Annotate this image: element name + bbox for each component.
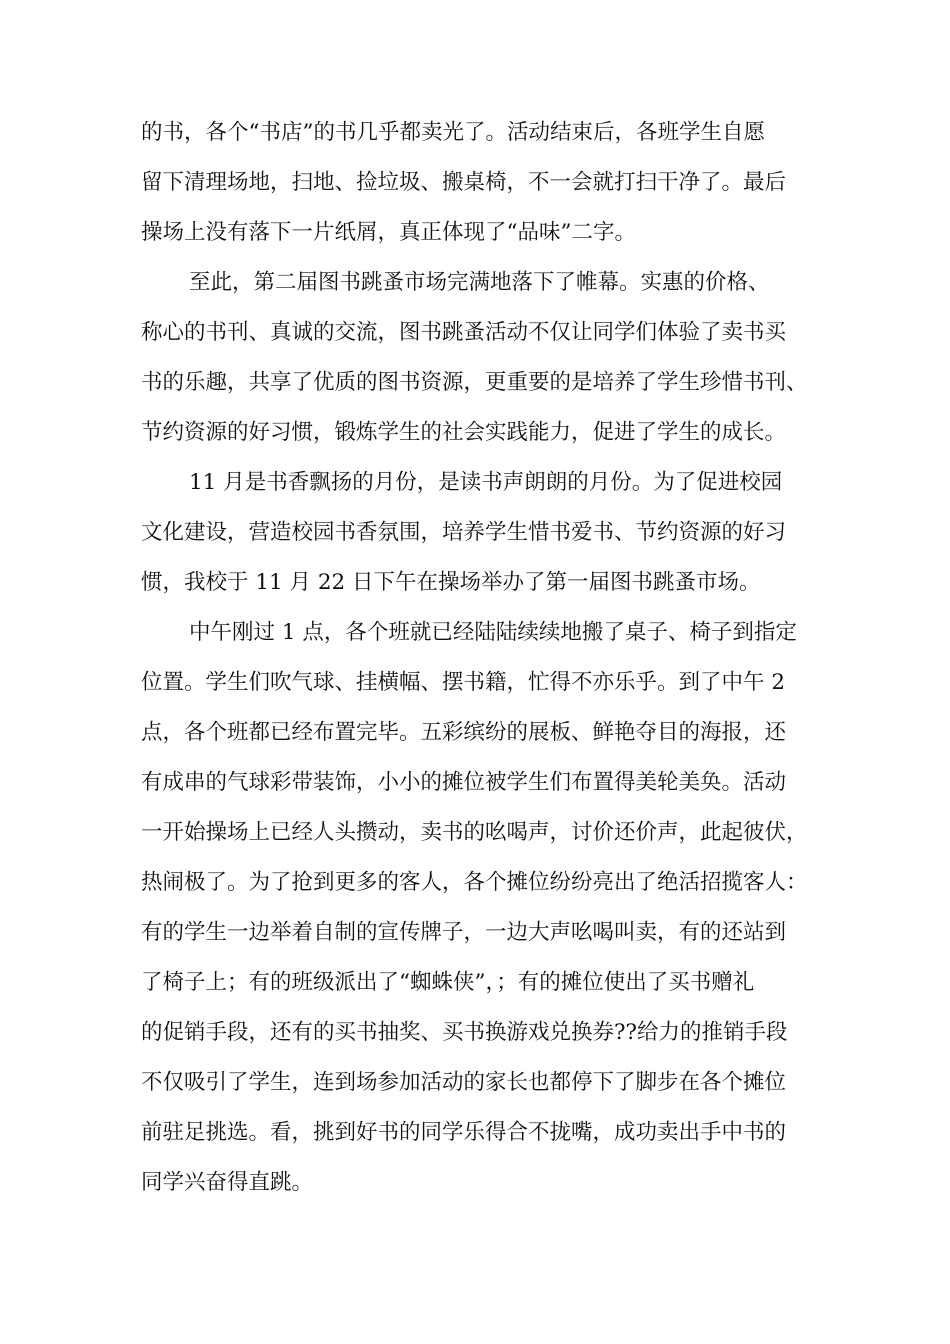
text-line: 留下清理场地，扫地、捡垃圾、搬桌椅，不一会就打扫干净了。最后 bbox=[141, 170, 787, 195]
text-line: 前驻足挑选。看，挑到好书的同学乐得合不拢嘴，成功卖出手中书的 bbox=[141, 1120, 787, 1145]
text-line: 位置。学生们吹气球、挂横幅、摆书籍，忙得不亦乐乎。到了中午 2 bbox=[141, 670, 786, 695]
text-line: 一开始操场上已经人头攒动，卖书的吆喝声，讨价还价声，此起彼伏， bbox=[141, 820, 808, 845]
text-line: 中午刚过 1 点，各个班就已经陆陆续续地搬了桌子、椅子到指定 bbox=[189, 620, 797, 645]
text-line: 热闹极了。为了抢到更多的客人，各个摊位纷纷亮出了绝活招揽客人： bbox=[141, 870, 808, 895]
text-line: 了椅子上；有的班级派出了“蜘蛛侠”，；有的摊位使出了买书赠礼 bbox=[141, 970, 755, 995]
text-line: 的促销手段，还有的买书抽奖、买书换游戏兑换券??给力的推销手段 bbox=[141, 1020, 788, 1045]
text-line: 不仅吸引了学生，连到场参加活动的家长也都停下了脚步在各个摊位 bbox=[141, 1070, 787, 1095]
text-line: 操场上没有落下一片纸屑，真正体现了“品味”二字。 bbox=[141, 220, 636, 245]
text-line: 节约资源的好习惯，锻炼学生的社会实践能力，促进了学生的成长。 bbox=[141, 420, 787, 445]
text-line: 惯，我校于 11 月 22 日下午在操场举办了第一届图书跳蚤市场。 bbox=[141, 570, 761, 595]
text-line: 有的学生一边举着自制的宣传牌子，一边大声吆喝叫卖，有的还站到 bbox=[141, 920, 787, 945]
text-line: 的书，各个“书店”的书几乎都卖光了。活动结束后，各班学生自愿 bbox=[141, 120, 765, 145]
text-line: 称心的书刊、真诚的交流，图书跳蚤活动不仅让同学们体验了卖书买 bbox=[141, 320, 787, 345]
text-line: 同学兴奋得直跳。 bbox=[141, 1170, 314, 1195]
text-line: 有成串的气球彩带装饰，小小的摊位被学生们布置得美轮美奂。活动 bbox=[141, 770, 787, 795]
text-line: 文化建设，营造校园书香氛围，培养学生惜书爱书、节约资源的好习 bbox=[141, 520, 787, 545]
text-line: 书的乐趣，共享了优质的图书资源，更重要的是培养了学生珍惜书刊、 bbox=[141, 370, 808, 395]
text-line: 至此，第二届图书跳蚤市场完满地落下了帷幕。实惠的价格、 bbox=[189, 270, 770, 295]
text-line: 点，各个班都已经布置完毕。五彩缤纷的展板、鲜艳夺目的海报，还 bbox=[141, 720, 787, 745]
text-line: 11 月是书香飘扬的月份，是读书声朗朗的月份。为了促进校园 bbox=[189, 470, 783, 495]
